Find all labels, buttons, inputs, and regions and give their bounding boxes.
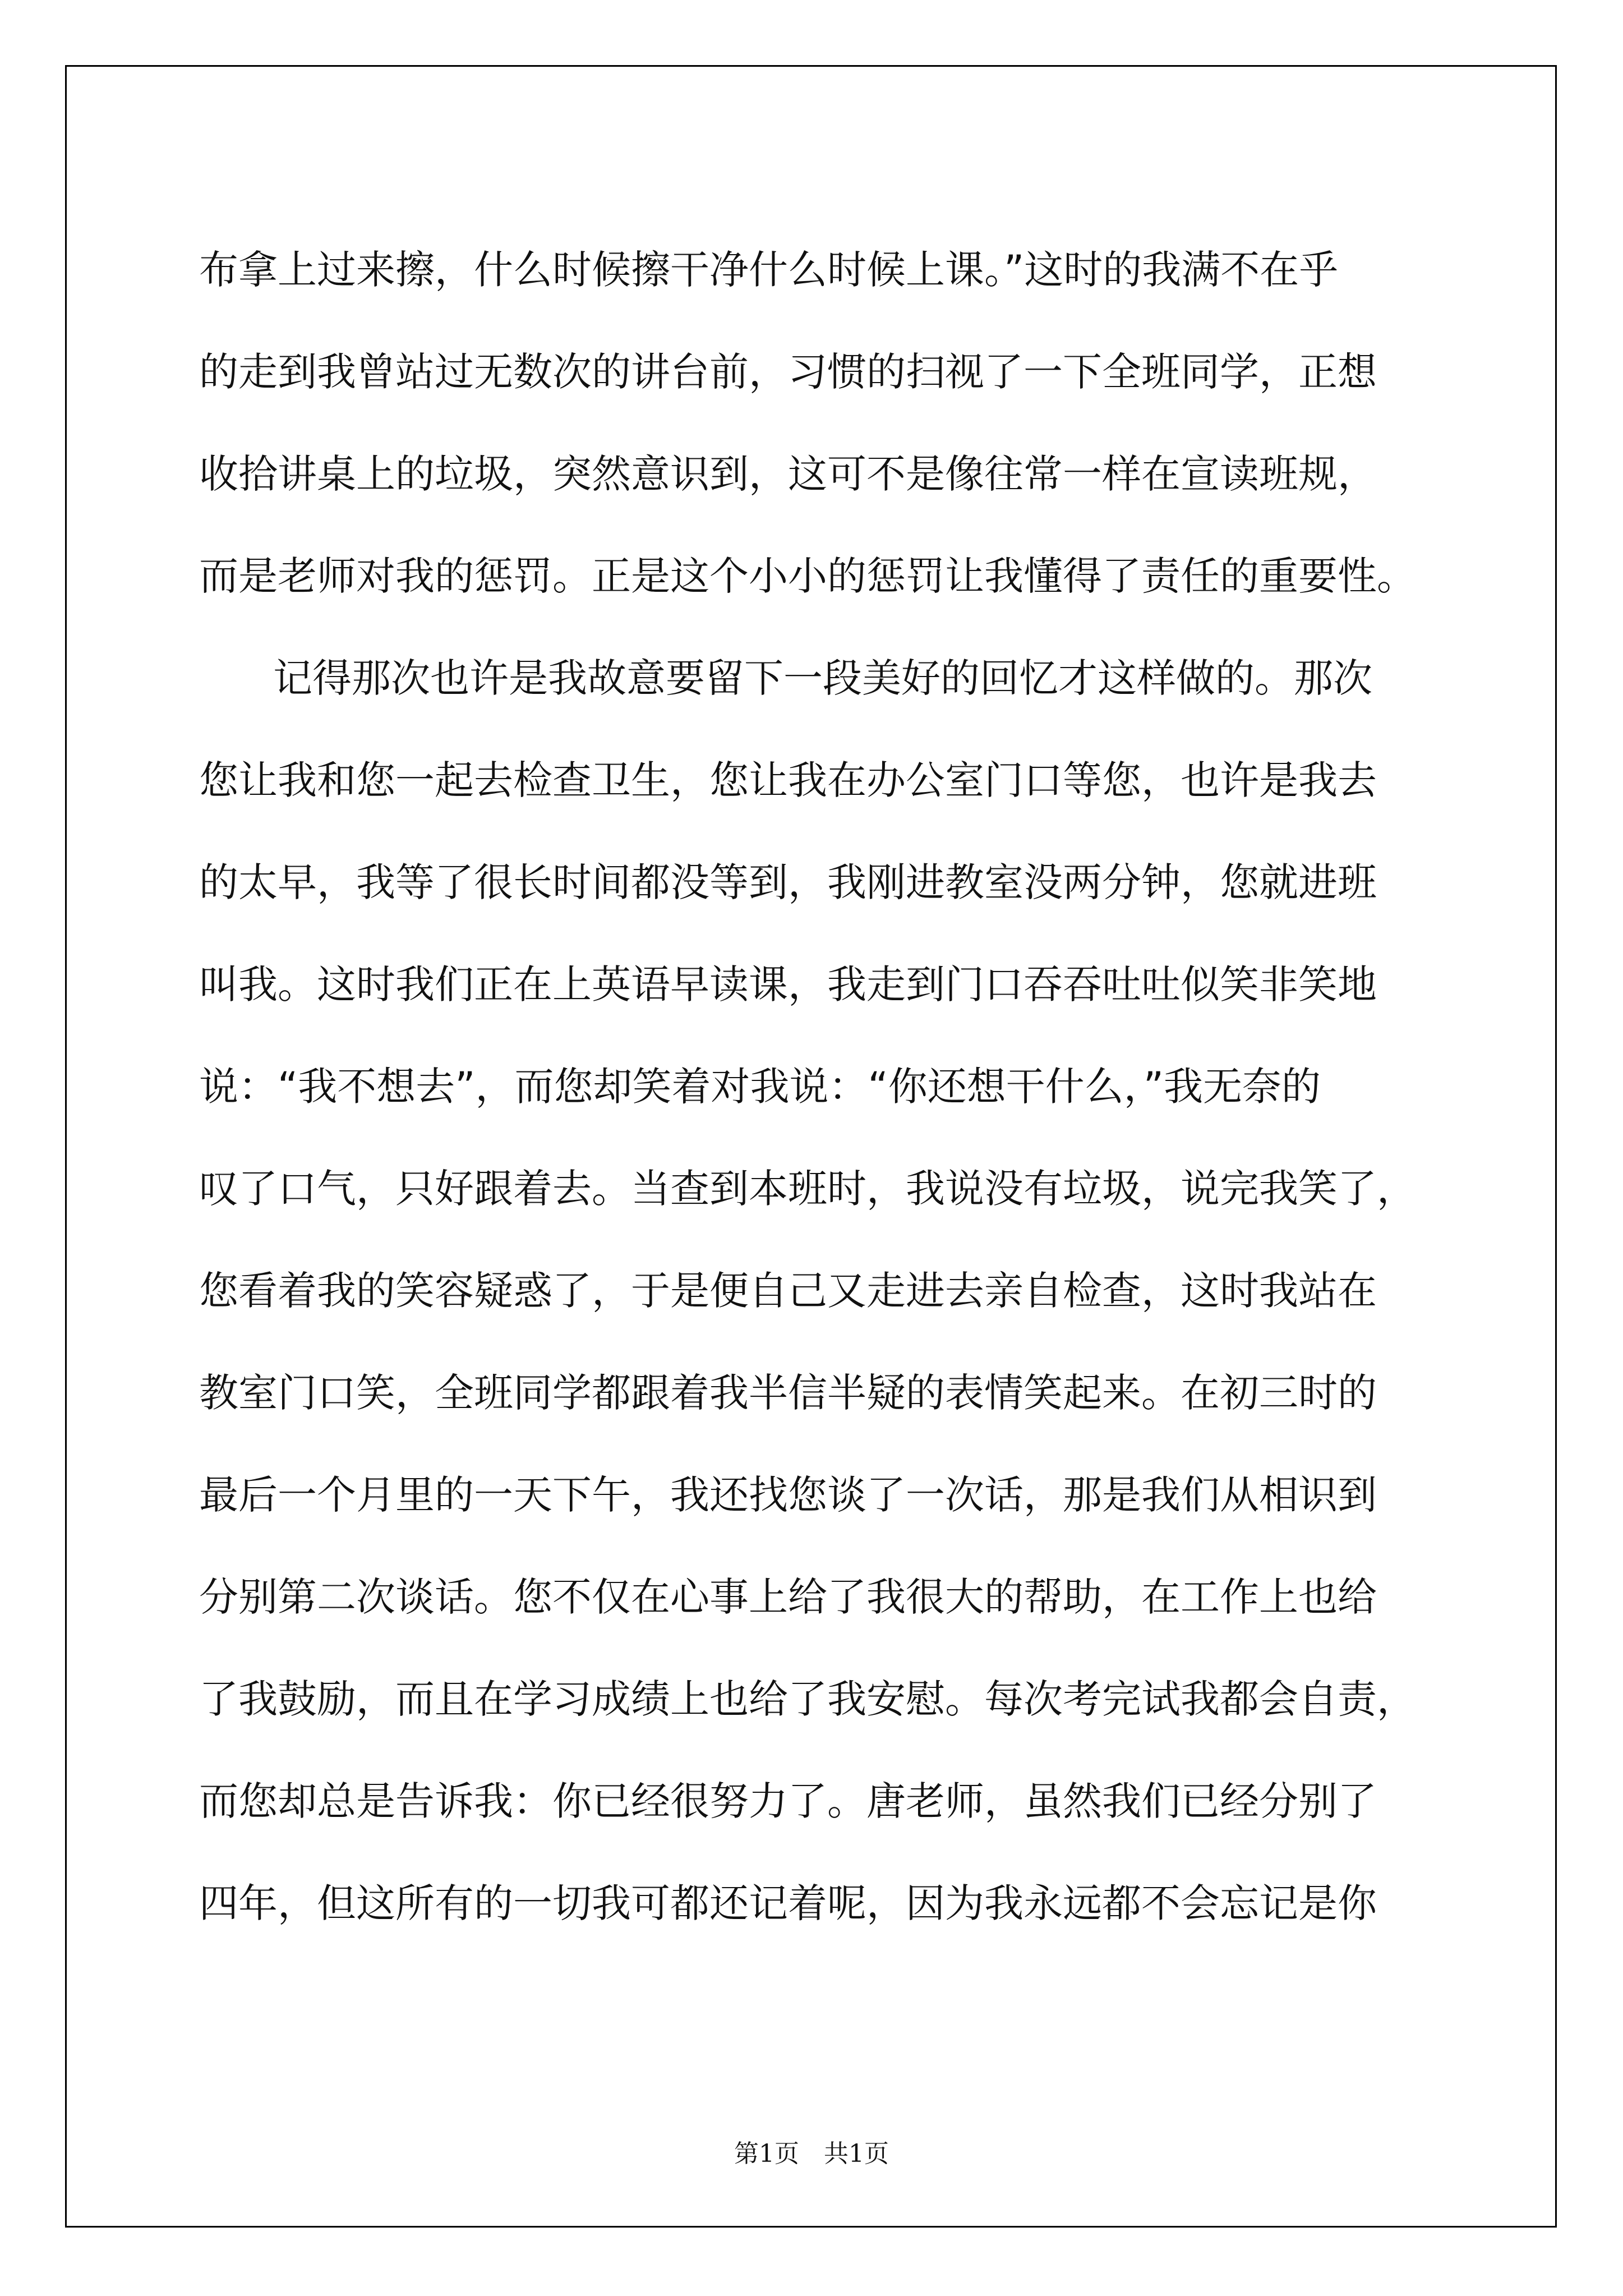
text-line-12: 教室门口笑，全班同学都跟着我半信半疑的表情笑起来。在初三时的	[199, 1370, 1377, 1416]
text-line-6: 您让我和您一起去检查卫生，您让我在办公室门口等您，也许是我去	[199, 757, 1377, 803]
document-body	[199, 219, 1433, 1954]
text-line-9: 说：“我不想去”，而您却笑着对我说：“你还想干什么，”我无奈的	[199, 1064, 1321, 1110]
text-line-5-paragraph-start: 记得那次也许是我故意要留下一段美好的回忆才这样做的。那次	[273, 655, 1372, 701]
text-line-4: 而是老师对我的惩罚。正是这个小小的惩罚让我懂得了责任的重要性。	[199, 553, 1416, 599]
text-line-13: 最后一个月里的一天下午，我还找您谈了一次话，那是我们从相识到	[199, 1472, 1377, 1518]
text-line-16: 而您却总是告诉我：你已经很努力了。唐老师，虽然我们已经分别了	[199, 1778, 1377, 1824]
text-line-8: 叫我。这时我们正在上英语早读课，我走到门口吞吞吐吐似笑非笑地	[199, 961, 1377, 1007]
text-line-17: 四年，但这所有的一切我可都还记着呢，因为我永远都不会忘记是你	[199, 1880, 1377, 1926]
text-line-7: 的太早，我等了很长时间都没等到，我刚进教室没两分钟，您就进班	[199, 859, 1377, 905]
text-line-15: 了我鼓励，而且在学习成绩上也给了我安慰。每次考完试我都会自责，	[199, 1676, 1416, 1722]
text-line-1: 布拿上过来擦，什么时候擦干净什么时候上课。”这时的我满不在乎	[199, 247, 1339, 293]
text-line-10: 叹了口气，只好跟着去。当查到本班时，我说没有垃圾，说完我笑了，	[199, 1166, 1416, 1212]
text-line-14: 分别第二次谈话。您不仅在心事上给了我很大的帮助，在工作上也给	[199, 1574, 1377, 1620]
page-indicator: 第1页 共1页	[734, 2139, 889, 2168]
text-line-11: 您看着我的笑容疑惑了，于是便自己又走进去亲自检查，这时我站在	[199, 1268, 1377, 1314]
text-line-2: 的走到我曾站过无数次的讲台前，习惯的扫视了一下全班同学，正想	[199, 349, 1377, 395]
text-line-3: 收拾讲桌上的垃圾，突然意识到，这可不是像往常一样在宣读班规，	[199, 451, 1377, 497]
